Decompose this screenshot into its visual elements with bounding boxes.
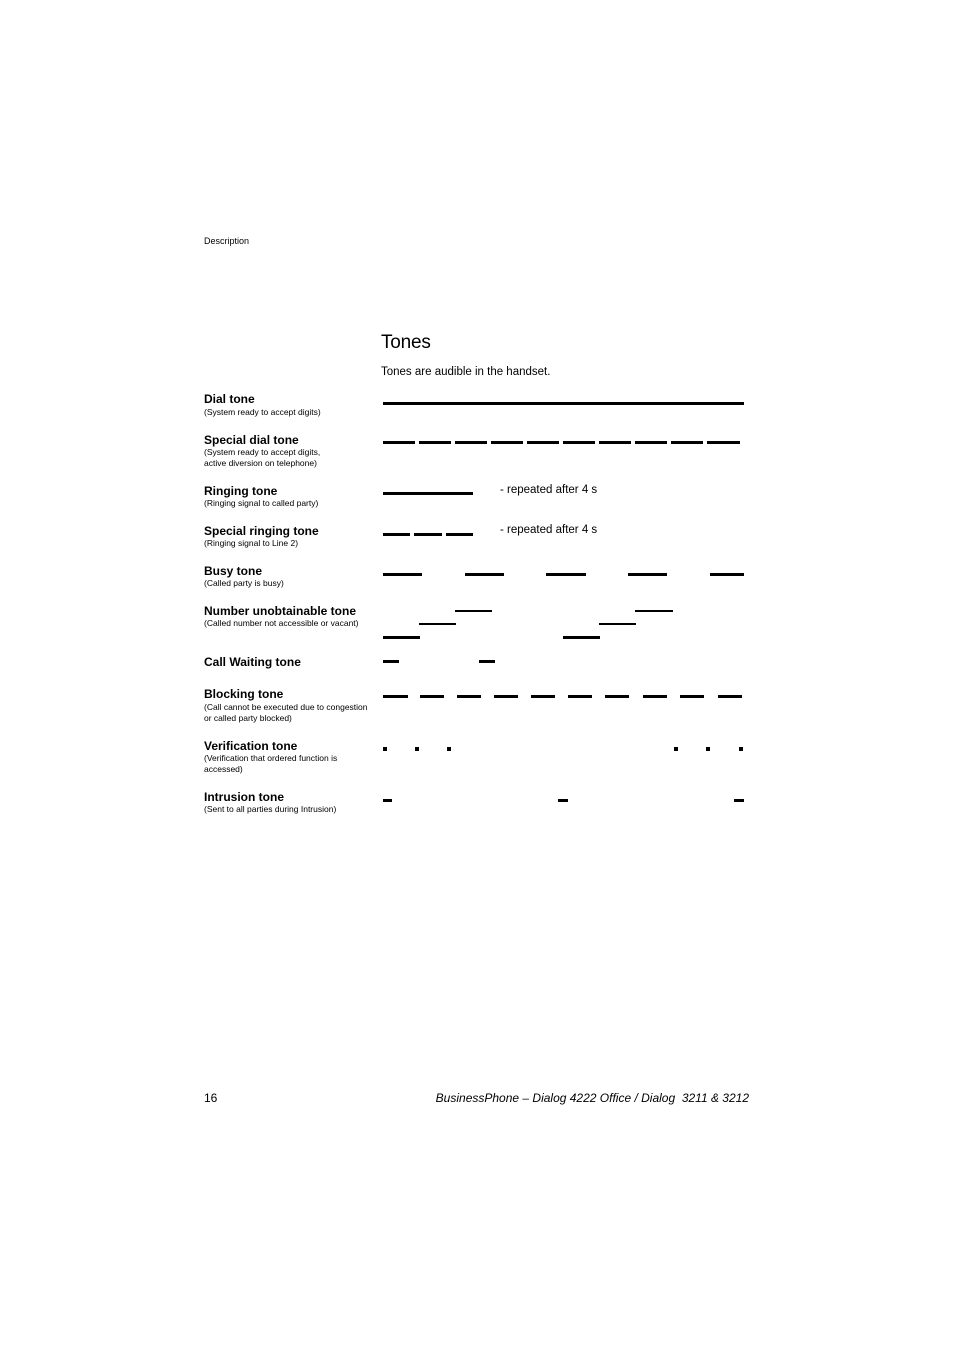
tone-desc-blocking: (Call cannot be executed due to congestion or called party blocked) [204,702,368,723]
tone-desc-intrusion: (Sent to all parties during Intrusion) [204,804,337,814]
page-title: Tones [381,332,431,353]
tone-name-special-ringing: Special ringing tone [204,524,319,538]
tone-desc-ringing: (Ringing signal to called party) [204,498,319,508]
tone-note-special-ringing: - repeated after 4 s [500,524,598,536]
page-number: 16 [204,1091,218,1105]
tone-name-special-dial: Special dial tone [204,433,299,447]
call-waiting-tone-pattern [383,660,495,663]
blocking-tone-pattern [383,695,742,698]
tone-desc-dial: (System ready to accept digits) [204,407,321,417]
tone-name-ringing: Ringing tone [204,484,278,498]
tone-note-ringing: - repeated after 4 s [500,484,598,496]
intrusion-tone-pattern [383,799,744,802]
special-dial-tone-pattern [383,441,740,444]
ringing-tone-pattern [383,492,473,495]
tone-name-number-unobtainable: Number unobtainable tone [204,604,357,618]
tone-name-call-waiting: Call Waiting tone [204,655,301,669]
footer-document-title: BusinessPhone – Dialog 4222 Office / Dialog 3211 & 3212 [435,1091,749,1105]
special-ringing-tone-pattern [383,533,473,536]
verification-tone-pattern [383,747,743,751]
tone-name-verification: Verification tone [204,739,298,753]
tone-name-intrusion: Intrusion tone [204,790,284,804]
tone-desc-number-unobtainable: (Called number not accessible or vacant) [204,618,359,628]
section-label: Description [204,236,250,246]
tone-desc-special-ringing: (Ringing signal to Line 2) [204,538,299,548]
tone-name-blocking: Blocking tone [204,687,284,701]
busy-tone-pattern [383,573,744,576]
intro-text: Tones are audible in the handset. [381,366,551,378]
tone-name-dial: Dial tone [204,392,255,406]
tone-desc-verification: (Verification that ordered function is accessed) [204,753,338,774]
tone-desc-special-dial: (System ready to accept digits, active diversion on telephone) [204,447,321,468]
number-unobtainable-tone-pattern [383,610,673,639]
dial-tone-pattern [383,402,744,405]
tone-desc-busy: (Called party is busy) [204,578,284,588]
tone-name-busy: Busy tone [204,564,263,578]
